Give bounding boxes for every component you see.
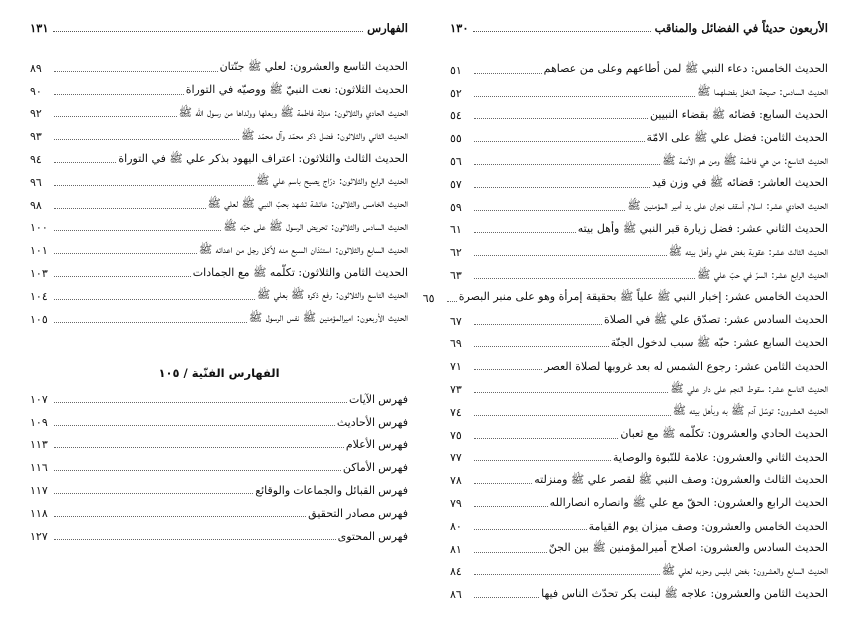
toc-entry: الحديث الثامن عشر: رجوع الشمس له بعد غروبها لصلاة العصر ٧١ (450, 360, 828, 374)
dot-leader (474, 460, 611, 461)
toc-entry: الحديث السابع والعشرون: بغض ابليس وحزبه لعلي ﷺ ٨٤ (450, 563, 828, 579)
toc-entry: الحديث الثلاثون: نعت النبيّ ﷺ ووصيّه في التوراة ٩٠ (30, 83, 408, 98)
toc-entry: الحديث الحادي عشر: اسلام أسقف نجران على يد أمير المؤمنين ﷺ ٥٩ (450, 199, 828, 214)
toc-entry: الحديث الثامن والعشرون: علاجه ﷺ لبنت بكر تحدّث الناس فيها ٨٦ (450, 586, 828, 602)
dot-leader (54, 208, 206, 209)
dot-leader (474, 187, 650, 188)
dot-leader (54, 447, 344, 448)
dot-leader (54, 71, 218, 72)
page-number: ١٣٠ (450, 21, 469, 35)
toc-entry: الحديث الثالث عشر: عقوبة بغض علي وأهل بيته ﷺ ٦٢ (450, 244, 828, 260)
dot-leader (54, 516, 306, 517)
toc-entry: الحديث الخامس: دعاء النبي ﷺ لمن أطاعهم وعلى من عصاهم ٥١ (450, 62, 828, 77)
right-page-header (450, 18, 828, 38)
toc-entries (30, 57, 408, 331)
dot-leader (474, 73, 542, 74)
left-page (30, 0, 408, 640)
dot-leader (473, 31, 651, 32)
toc-entry: الحديث السادس عشر: تصدّق علي ﷺ في الصلاة ٦٧ (450, 313, 828, 328)
dot-leader (54, 322, 247, 323)
dot-leader (474, 369, 542, 370)
dot-leader (54, 185, 254, 186)
index-entry: فهرس مصادر التحقيق ١١٨ (30, 507, 408, 520)
toc-entry: الحديث الحادي والثلاثون: منزلة فاطمة ﷺ وبعلها وولداها من رسول الله ﷺ ٩٢ (30, 105, 408, 121)
dot-leader (474, 118, 648, 119)
dot-leader (474, 597, 539, 598)
dot-leader (474, 210, 625, 211)
toc-entry: الحديث الخامس والعشرون: وصف ميزان يوم القيامة ٨٠ (450, 519, 828, 533)
toc-entry: الحديث التاسع والثلاثون: رفع ذكره ﷺ بعلي ﷺ ١٠٤ (30, 288, 408, 303)
index-entry: فهرس الآيات ١٠٧ (30, 393, 408, 406)
left-page-header (30, 18, 408, 38)
toc-entry: الحديث الخامس عشر: إخبار النبي ﷺ علياً ﷺ بحقيقة إمرأة وهو على منبر البصرة ٦٥ (422, 290, 828, 305)
toc-entry: الحديث الخامس والثلاثون: عائشة تشهد بحبّ النبي ﷺ لعلي ﷺ ٩٨ (30, 197, 408, 212)
dot-leader (474, 232, 576, 233)
page-number: ١٣١ (30, 21, 49, 35)
dot-leader (474, 141, 645, 142)
dot-leader (54, 94, 184, 95)
toc-entry: الحديث الثاني عشر: فضل زيارة قبر النبي ﷺ وأهل بيته ٦١ (450, 221, 828, 237)
dot-leader (474, 483, 532, 484)
toc-entry: الحديث الثالث والثلاثون: اعتراف اليهود بذكر علي ﷺ في التوراة ٩٤ (30, 151, 408, 167)
dot-leader (474, 164, 660, 165)
toc-entry: الحديث العاشر: قضائه ﷺ في وزن قيد ٥٧ (450, 176, 828, 191)
dot-leader (474, 506, 548, 507)
toc-entry: الحديث التاسع: من هي فاطمة ﷺ ومن هم الأئمة ﷺ ٥٦ (450, 153, 828, 169)
toc-entry: الحديث السادس: صيحة النخل بفضلهما ﷺ ٥٢ (450, 85, 828, 100)
index-entries (30, 388, 408, 548)
indexes-heading: الفهارس الفنّية / ١٠٥ (158, 366, 280, 380)
toc-entry: الحديث السابع: قضائه ﷺ بقضاء النبيين ٥٤ (450, 107, 828, 123)
dot-leader (54, 162, 116, 163)
toc-entry: الحديث الحادي والعشرون: تكلّمه ﷺ مع ثعبان ٧٥ (450, 427, 828, 442)
dot-leader (54, 253, 197, 254)
dot-leader (54, 116, 177, 117)
toc-entry: الحديث الرابع عشر: السرّ في حبّ علي ﷺ ٦٣ (450, 267, 828, 283)
toc-entry: الحديث الرابع والثلاثون: درّاج يصيح باسم علي ﷺ ٩٦ (30, 174, 408, 189)
index-entry: فهرس الأحاديث ١٠٩ (30, 416, 408, 429)
index-entry: فهرس المحتوى ١٢٧ (30, 530, 408, 543)
dot-leader (474, 96, 695, 97)
dot-leader (474, 392, 668, 393)
dot-leader (474, 438, 618, 439)
dot-leader (54, 493, 253, 494)
dot-leader (474, 278, 695, 279)
index-entry: فهرس القبائل والجماعات والوقائع ١١٧ (30, 485, 408, 498)
toc-entry: الحديث التاسع عشر: سقوط النجم على دار علي ﷺ ٧٣ (450, 381, 828, 397)
toc-entry: الحديث السادس والثلاثون: تحريض الرسول ﷺ على حبّه ﷺ ١٠٠ (30, 219, 408, 235)
dot-leader (54, 425, 335, 426)
dot-leader (54, 276, 191, 277)
toc-entry: الحديث الثاني والثلاثون: فضل ذكر محمّد وآل محمّد ﷺ ٩٣ (30, 128, 408, 144)
toc-entry: الحديث الثامن: فضل علي ﷺ على الامّة ٥٥ (450, 130, 828, 146)
dot-leader (447, 301, 457, 302)
toc-entries (422, 59, 828, 606)
dot-leader (53, 31, 364, 32)
toc-entry: الحديث العشرون: توسّل آدم ﷺ به وبأهل بيته ﷺ ٧٤ (450, 404, 828, 419)
dot-leader (474, 324, 602, 325)
toc-entry: الحديث السابع والثلاثون: استئذان السبع منه لأكل رجل من اعدائه ﷺ ١٠١ (30, 242, 408, 258)
dot-leader (54, 470, 341, 471)
toc-entry: الحديث الرابع والعشرون: الحقّ مع علي ﷺ وانصاره انصارالله ٧٩ (450, 495, 828, 511)
running-title: الأربعون حديثاً في الفضائل والمناقب (654, 21, 828, 35)
dot-leader (474, 574, 660, 575)
dot-leader (474, 552, 547, 553)
running-title: الفهارس (367, 21, 408, 35)
dot-leader (54, 230, 221, 231)
index-entry: فهرس الأعلام ١١٣ (30, 439, 408, 452)
dot-leader (54, 299, 255, 300)
toc-entry: الحديث الثامن والثلاثون: تكلّمه ﷺ مع الجمادات ١٠٣ (30, 265, 408, 281)
index-entry: فهرس الأماكن ١١٦ (30, 462, 408, 475)
dot-leader (54, 139, 239, 140)
dot-leader (54, 539, 336, 540)
toc-entry: الحديث التاسع والعشرون: لعلي ﷺ جنّتان ٨٩ (30, 60, 408, 75)
right-page (422, 0, 828, 640)
dot-leader (474, 529, 587, 530)
toc-entry: الحديث الثاني والعشرون: علامة للنّبوة والوصاية ٧٧ (450, 451, 828, 465)
dot-leader (474, 415, 671, 416)
dot-leader (474, 346, 609, 347)
toc-entry: الحديث الثالث والعشرون: وصف النبي ﷺ لقصر علي ﷺ ومنزلته ٧٨ (450, 472, 828, 488)
toc-entry: الحديث الأربعون: اميرالمؤمنين ﷺ نفس الرسول ﷺ ١٠٥ (30, 311, 408, 326)
dot-leader (54, 402, 347, 403)
toc-entry: الحديث السادس والعشرون: اصلاح أميرالمؤمنين ﷺ بين الجنّ ٨١ (450, 541, 828, 556)
toc-entry: الحديث السابع عشر: حبّه ﷺ سبب لدخول الجنّة ٦٩ (450, 335, 828, 351)
dot-leader (474, 255, 667, 256)
